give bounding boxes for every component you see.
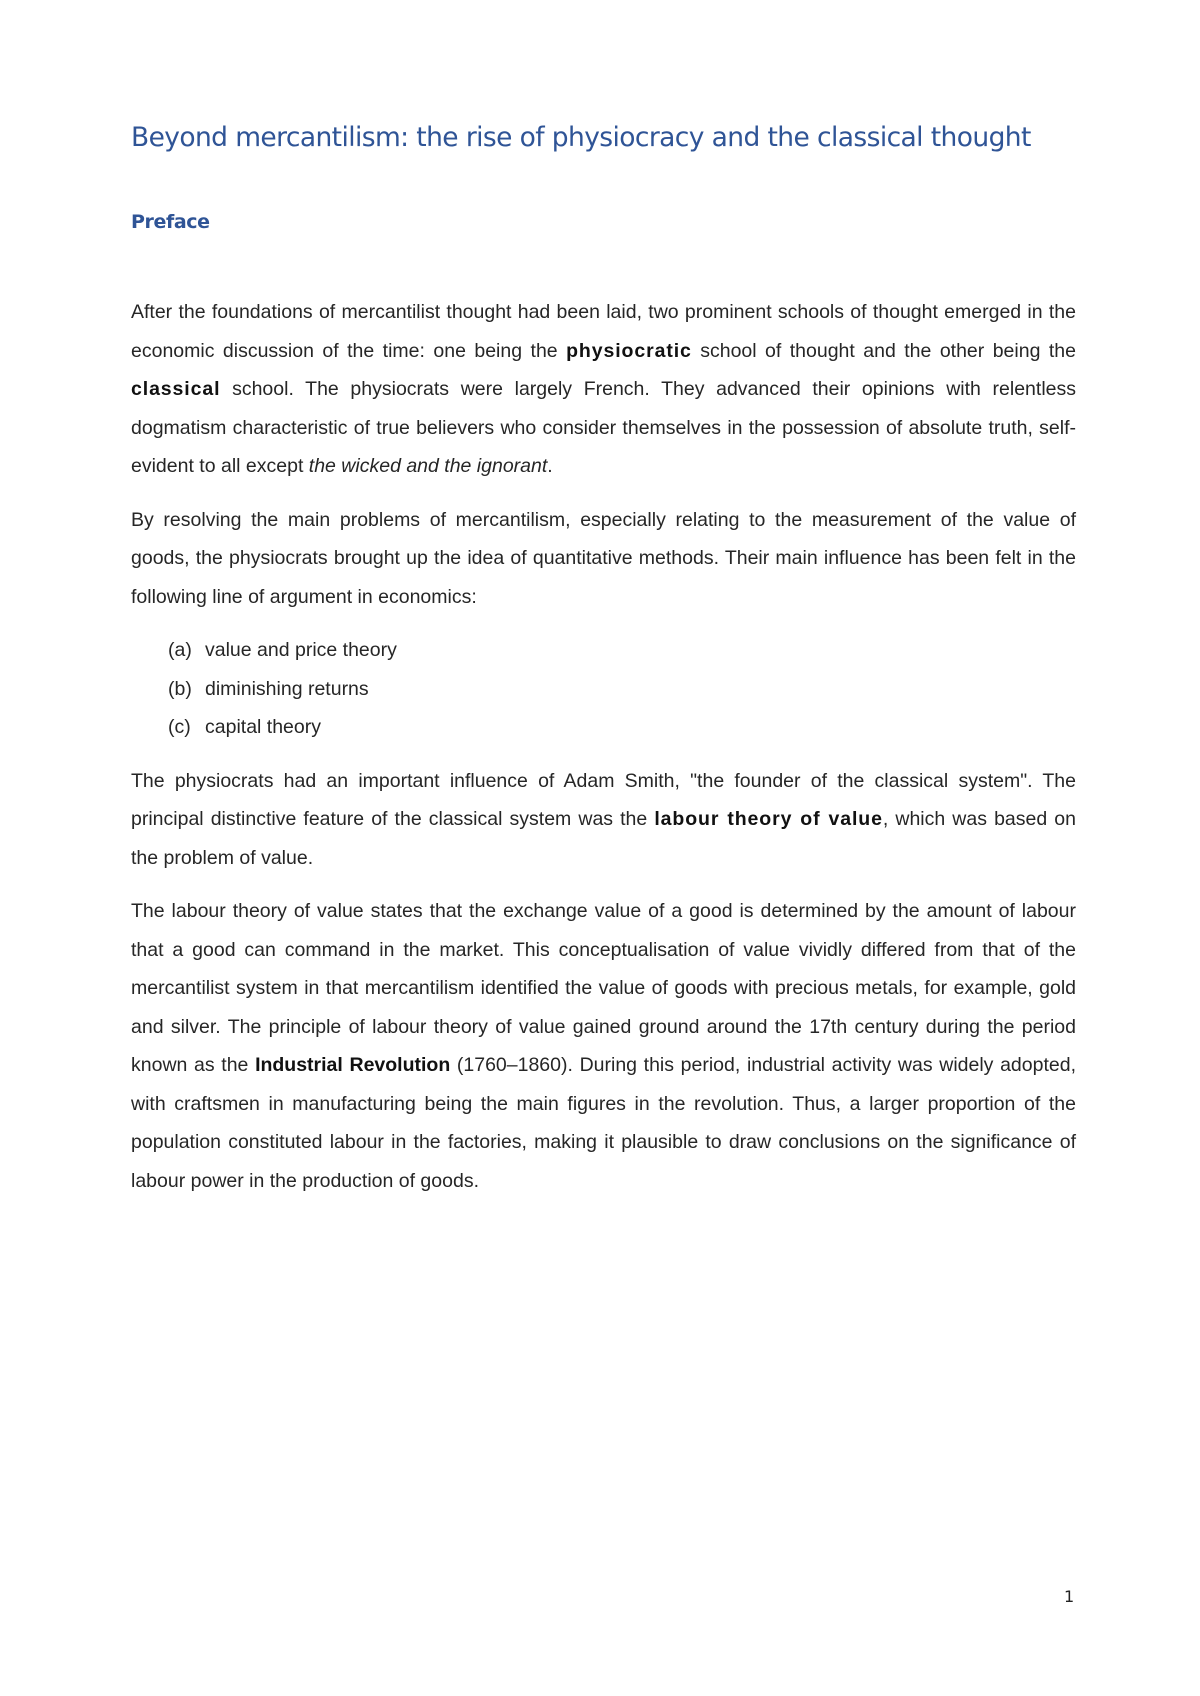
list-item (168, 670, 1076, 709)
bold-term-classical: classical (131, 378, 221, 400)
section-heading-preface: Preface (131, 211, 210, 233)
paragraph-4-text-2: (1760–1860). During this period, industrial activity was widely adopted, with craftsmen in manufacturing being the main figures in the revolution. Thus, a larger proportion of the population constituted labour in the factories, making it plausible to draw conclusions on the significance of labour power in the production of goods. (131, 1054, 1076, 1192)
paragraph-1-text-3: school. The physiocrats were largely French. They advanced their opinions with relentless dogmatism characteristic of true believers who consider themselves in the possession of absolute truth, self-evident to all except (131, 378, 1076, 477)
document-title: Beyond mercantilism: the rise of physiocracy and the classical thought (131, 122, 1031, 153)
document-body (131, 293, 1076, 1215)
list-marker: (b) (168, 677, 192, 700)
paragraph-2: By resolving the main problems of mercantilism, especially relating to the measurement of the value of goods, the physiocrats brought up the idea of quantitative methods. Their main influence has been felt in the following line of argument in economics: (131, 508, 1076, 608)
list-item (168, 708, 1076, 747)
list-marker: (a) (168, 639, 192, 661)
italic-phrase: the wicked and the ignorant (308, 455, 548, 477)
paragraph-1-text-4: . (547, 455, 553, 477)
list-item-text: capital theory (205, 716, 321, 738)
paragraph-1-text-1: After the foundations of mercantilist thought had been laid, two prominent schools of thought emerged in the economic discussion of the time: one being the (131, 301, 1076, 362)
list-item-text: value and price theory (205, 639, 397, 661)
list-marker: (c) (168, 716, 191, 738)
paragraph-3-text-1: The physiocrats had an important influence of Adam Smith, "the founder of the classical system". The principal distinctive feature of the classical system was the (131, 769, 1076, 830)
paragraph-1 (131, 293, 1076, 486)
bold-term-physiocratic: physiocratic (566, 339, 692, 362)
paragraph-4-text-1: The labour theory of value states that the exchange value of a good is determined by the amount of labour that a good can command in the market. This conceptualisation of value vividly differed from that of the mercantilist system in that mercantilism identified the value of goods with precious metals, for example, gold and silver. The principle of labour theory of value gained ground around the 17th century during the period known as the (131, 900, 1076, 1076)
paragraph-3 (131, 762, 1076, 878)
list-item (168, 631, 1076, 670)
page-number: 1 (1064, 1587, 1075, 1606)
bold-term-labour-theory: labour theory of value (654, 808, 883, 830)
argument-list (131, 631, 1076, 747)
bold-term-industrial-revolution: Industrial Revolution (255, 1054, 451, 1076)
paragraph-4 (131, 892, 1076, 1200)
paragraph-3-text-2: , which was based on the problem of value. (131, 808, 1076, 869)
paragraph-1-text-2: school of thought and the other being the (691, 339, 1076, 362)
list-item-text: diminishing returns (205, 677, 369, 700)
